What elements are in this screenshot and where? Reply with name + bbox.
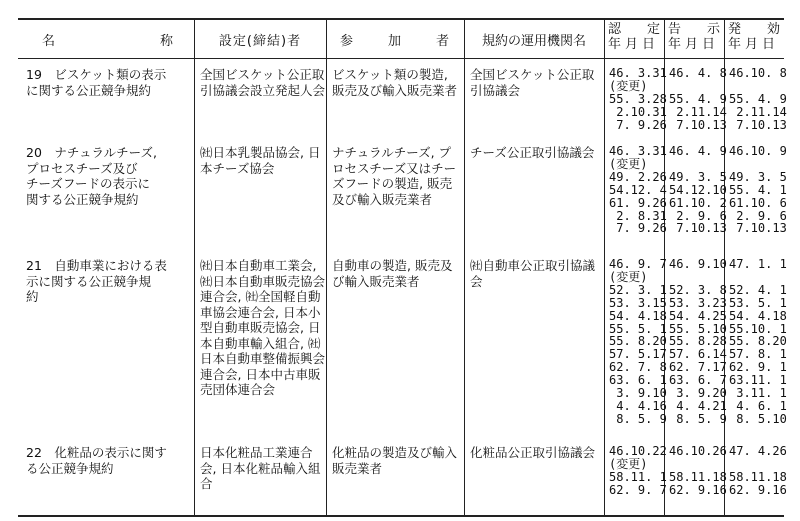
header-notice-char: 示	[706, 22, 720, 37]
header-notice-ymd: 年月日	[668, 37, 720, 52]
table-header	[18, 20, 784, 59]
row-setting: 全国ビスケット公正取 引協議会設立発起人会	[200, 67, 326, 98]
row-authority: 化粧品公正取引協議会	[470, 445, 596, 460]
header-participants-char: 者	[435, 33, 450, 49]
row-participants: 化粧品の製造及び輸入 販売業者	[332, 445, 458, 476]
row-notice-dates: 46. 4. 9 49. 3. 5 54.12.10 61.10. 2 2. 9. 6 7.10.13	[669, 144, 727, 236]
header-effective-char: 効	[766, 22, 780, 37]
header-approval	[604, 22, 664, 52]
row-authority: 全国ビスケット公正取 引協議会	[470, 67, 595, 98]
row-effective-dates: 46.10. 8 55. 4. 9 2.11.14 7.10.13	[729, 66, 787, 132]
header-name-char: 名	[42, 33, 57, 49]
header-notice	[664, 22, 724, 52]
header-authority	[464, 20, 604, 58]
row-participants: ビスケット類の製造, 販売及び輸入販売業者	[332, 67, 458, 98]
regulations-table	[18, 18, 787, 517]
header-effective-ymd: 年月日	[728, 37, 780, 52]
header-participants-char: 参	[340, 33, 355, 49]
header-notice-char: 告	[668, 22, 682, 37]
header-name	[18, 20, 194, 58]
row-name: 22 化粧品の表示に関す る公正競争規約	[26, 445, 167, 476]
row-name: 20 ナチュラルチーズ, プロセスチーズ及び チーズフードの表示に 関する公正競争規約	[26, 145, 158, 207]
header-approval-char: 認	[608, 22, 622, 37]
row-name: 19 ビスケット類の表示 に関する公正競争規約	[26, 67, 167, 98]
row-authority: チーズ公正取引協議会	[470, 145, 595, 160]
row-approval-dates: 46. 9. 7 (変更) 52. 3. 1 53. 3.15 54. 4.18 55. 5. 1 55. 8.20 57. 5.17 62. 7. 8 63. 6. 1 3. 9.10 4. 4.16 8. 5. 9	[609, 257, 667, 426]
column-divider	[464, 20, 465, 515]
header-authority-label: 規約の運用機関名	[481, 33, 586, 49]
header-setting-label: 設定(締結)者	[218, 33, 302, 49]
row-name: 21 自動車業における表 示に関する公正競争規 約	[26, 258, 167, 304]
row-notice-dates: 46.10.26 58.11.18 62. 9.16	[669, 444, 727, 497]
row-effective-dates: 46.10. 9 49. 3. 5 55. 4. 1 61.10. 6 2. 9. 6 7.10.13	[729, 144, 787, 236]
column-divider	[604, 20, 605, 515]
header-participants	[326, 20, 464, 58]
row-approval-dates: 46. 3.31 (変更) 55. 3.28 2.10.31 7. 9.26	[609, 66, 667, 132]
row-participants: ナチュラルチーズ, プ ロセスチーズ又はチー ズフードの製造, 販売 及び輸入販売業者	[332, 145, 457, 207]
row-setting: ㈳日本自動車工業会, ㈳日本自動車販売協会 連合会, ㈳全国軽自動 車協会連合会, 日本小 型自動車販売協会, 日 本自動車輸入組合, ㈳ 日本自動車整備振興会 連合会, 日本中古車販 売団体連合会	[200, 258, 326, 397]
row-setting: 日本化粧品工業連合 会, 日本化粧品輸入組 合	[200, 445, 321, 491]
row-effective-dates: 47. 1. 1 52. 4. 1 53. 5. 1 54. 4.18 55.10. 1 55. 8.20 57. 8. 1 62. 9. 1 63.11. 1 3.11. 1 4. 6. 1 8. 5.10	[729, 257, 787, 426]
header-participants-char: 加	[387, 33, 402, 49]
header-setting	[194, 20, 326, 58]
row-authority: ㈳自動車公正取引協議 会	[470, 258, 596, 289]
header-effective-char: 発	[728, 22, 742, 37]
column-divider	[194, 20, 195, 515]
column-divider	[326, 20, 327, 515]
header-approval-char: 定	[646, 22, 660, 37]
row-effective-dates: 47. 4.26 58.11.18 62. 9.16	[729, 444, 787, 497]
row-approval-dates: 46. 3.31 (変更) 49. 2.26 54.12. 4 61. 9.26 2. 8.31 7. 9.26	[609, 144, 667, 236]
row-approval-dates: 46.10.22 (変更) 58.11. 1 62. 9. 7	[609, 444, 667, 497]
row-notice-dates: 46. 4. 8 55. 4. 9 2.11.14 7.10.13	[669, 66, 727, 132]
row-participants: 自動車の製造, 販売及 び輸入販売業者	[332, 258, 453, 289]
header-approval-ymd: 年月日	[608, 37, 660, 52]
row-setting: ㈳日本乳製品協会, 日 本チーズ協会	[200, 145, 321, 176]
header-name-char: 称	[159, 33, 174, 49]
row-notice-dates: 46. 9.10 52. 3. 8 53. 3.23 54. 4.25 55. 5.10 55. 8.28 57. 6.14 62. 7.17 63. 6. 7 3. 9.20 4. 4.21 8. 5. 9	[669, 257, 727, 426]
header-effective	[724, 22, 784, 52]
